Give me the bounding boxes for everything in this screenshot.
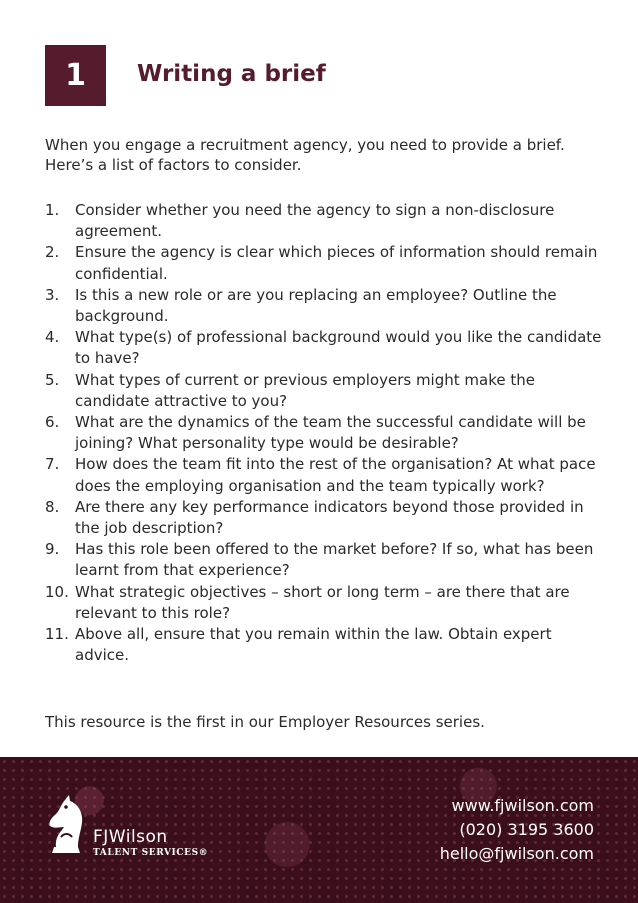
list-item xyxy=(45,370,605,412)
list-item-text: Ensure the agency is clear which pieces of information should remain confidential. xyxy=(75,243,598,283)
contact-details xyxy=(440,794,594,866)
list-item-text: Consider whether you need the agency to sign a non-disclosure agreement. xyxy=(75,201,555,241)
list-item-number: 4. xyxy=(45,328,60,347)
list-item xyxy=(45,582,605,624)
list-item xyxy=(45,285,605,327)
list-item-text: Has this role been offered to the market before? If so, what has been learnt from that experience? xyxy=(75,540,594,580)
brand-tagline: TALENT SERVICES® xyxy=(93,848,209,858)
factors-list xyxy=(45,200,605,666)
list-item-number: 7. xyxy=(45,455,60,474)
list-item-text: What type(s) of professional background would you like the candidate to have? xyxy=(75,328,602,368)
knight-chess-piece-icon xyxy=(42,793,90,859)
section-number: 1 xyxy=(65,58,86,93)
list-item-text: What strategic objectives – short or long term – are there that are relevant to this role? xyxy=(75,582,570,622)
list-item xyxy=(45,200,605,242)
phone-number: (020) 3195 3600 xyxy=(459,820,594,839)
list-item-number: 9. xyxy=(45,540,60,559)
list-item xyxy=(45,624,605,666)
list-item-number: 8. xyxy=(45,497,60,516)
list-item xyxy=(45,412,605,454)
list-item-text: What are the dynamics of the team the successful candidate will be joining? What personality type would be desirable? xyxy=(75,413,586,453)
list-item xyxy=(45,539,605,581)
list-item-number: 6. xyxy=(45,413,60,432)
list-item-number: 2. xyxy=(45,243,60,262)
list-item-text: Are there any key performance indicators beyond those provided in the job description? xyxy=(75,497,584,538)
page-title: Writing a brief xyxy=(137,61,326,87)
list-item-number: 1. xyxy=(45,201,60,219)
footer-banner xyxy=(0,757,638,903)
intro-paragraph: When you engage a recruitment agency, you need to provide a brief. Here’s a list of factors to consider. xyxy=(45,136,565,174)
section-number-badge xyxy=(45,45,106,106)
closing-paragraph: This resource is the first in our Employer Resources series. xyxy=(45,713,485,731)
list-item-text: How does the team fit into the rest of the organisation? At what pace does the employing organisation and the team typically work? xyxy=(75,455,596,495)
list-item-number: 10. xyxy=(45,582,69,601)
list-item xyxy=(45,497,605,539)
list-item-text: Above all, ensure that you remain within the law. Obtain expert advice. xyxy=(75,625,552,665)
brand-name: FJWilson xyxy=(93,827,168,847)
list-item-text: Is this a new role or are you replacing an employee? Outline the background. xyxy=(75,285,557,326)
list-item xyxy=(45,454,605,496)
list-item xyxy=(45,242,605,284)
list-item xyxy=(45,327,605,369)
website-link[interactable]: www.fjwilson.com xyxy=(451,796,594,815)
brand-logo xyxy=(93,827,208,859)
list-item-number: 11. xyxy=(45,625,69,644)
list-item-number: 3. xyxy=(45,285,60,304)
email-link[interactable]: hello@fjwilson.com xyxy=(439,844,594,863)
list-item-text: What types of current or previous employers might make the candidate attractive to you? xyxy=(75,370,535,410)
list-item-number: 5. xyxy=(45,370,60,389)
